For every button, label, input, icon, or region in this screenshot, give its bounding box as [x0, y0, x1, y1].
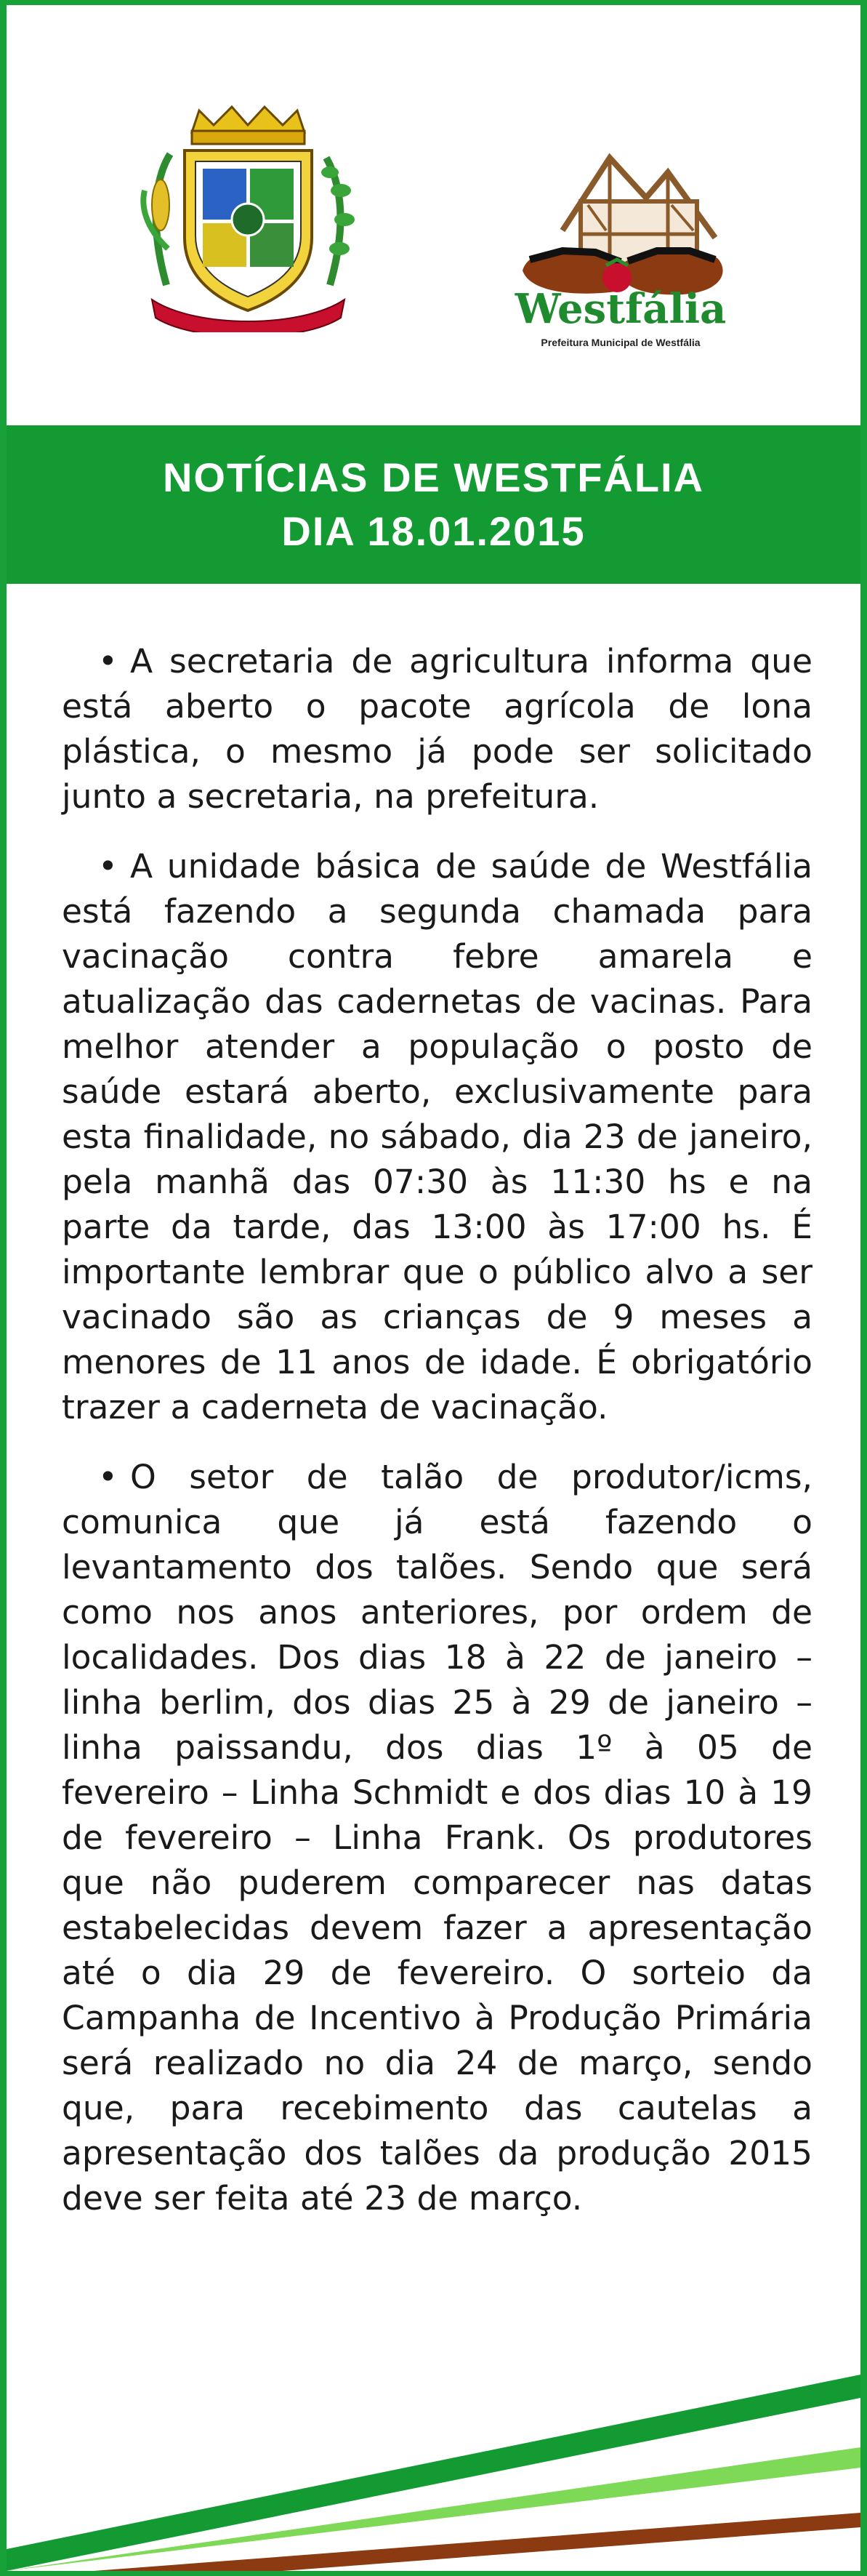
- news-text: O setor de talão de produtor/icms, comunica que já está fazendo o levantamento dos talões. Sendo que será como nos anos anteriores, por ordem de localidades. Dos dias 18 à 22 de janeiro – linha berlim, dos dias 25 à 29 de janeiro – linha paissandu, dos dias 1º à 05 de fevereiro – Linha Schmidt e dos dias 10 à 19 de fevereiro – Linha Frank. Os produtores que não puderem comparecer nas datas estabelecidas devem fazer a apresentação até o dia 29 de fevereiro. O sorteio da Campanha de Incentivo à Produção Primária será realizado no dia 24 de março, sendo que, para recebimento das cautelas a apresentação dos talões da produção 2015 deve ser feita até 23 de março.: [62, 1458, 812, 2218]
- header-band: [7, 425, 860, 584]
- bullet: •: [98, 1458, 118, 1496]
- municipal-coat-of-arms: [123, 103, 374, 332]
- news-item: [62, 639, 812, 819]
- news-text: A secretaria de agricultura informa que está aberto o pacote agrícola de lona plástica, o mesmo já pode ser solicitado junto a secretaria, na prefeitura.: [62, 642, 812, 816]
- brand-subtitle: Prefeitura Municipal de Westfália: [541, 337, 701, 348]
- news-text: A unidade básica de saúde de Westfália está fazendo a segunda chamada para vacinação contra febre amarela e atualização das cadernetas de vacinas. Para melhor atender a população o posto de saúde estará aberto, exclusivamente para esta finalidade, no sábado, dia 23 de janeiro, pela manhã das 07:30 às 11:30 hs e na parte da tarde, das 13:00 às 17:00 hs. É importante lembrar que o público alvo a ser vacinado são as crianças de 9 meses a menores de 11 anos de idade. É obrigatório trazer a caderneta de vacinação.: [62, 847, 812, 1427]
- page-date: DIA 18.01.2015: [281, 508, 586, 554]
- news-content: [62, 639, 812, 2246]
- bullet: •: [98, 642, 118, 681]
- news-item: [62, 1455, 812, 2221]
- page-title: NOTÍCIAS DE WESTFÁLIA: [162, 454, 705, 500]
- news-item: [62, 844, 812, 1430]
- logo-area: [7, 5, 860, 423]
- bullet: •: [98, 847, 118, 886]
- decorative-stripes: [7, 2207, 860, 2571]
- brand-name: Westfália: [515, 285, 727, 333]
